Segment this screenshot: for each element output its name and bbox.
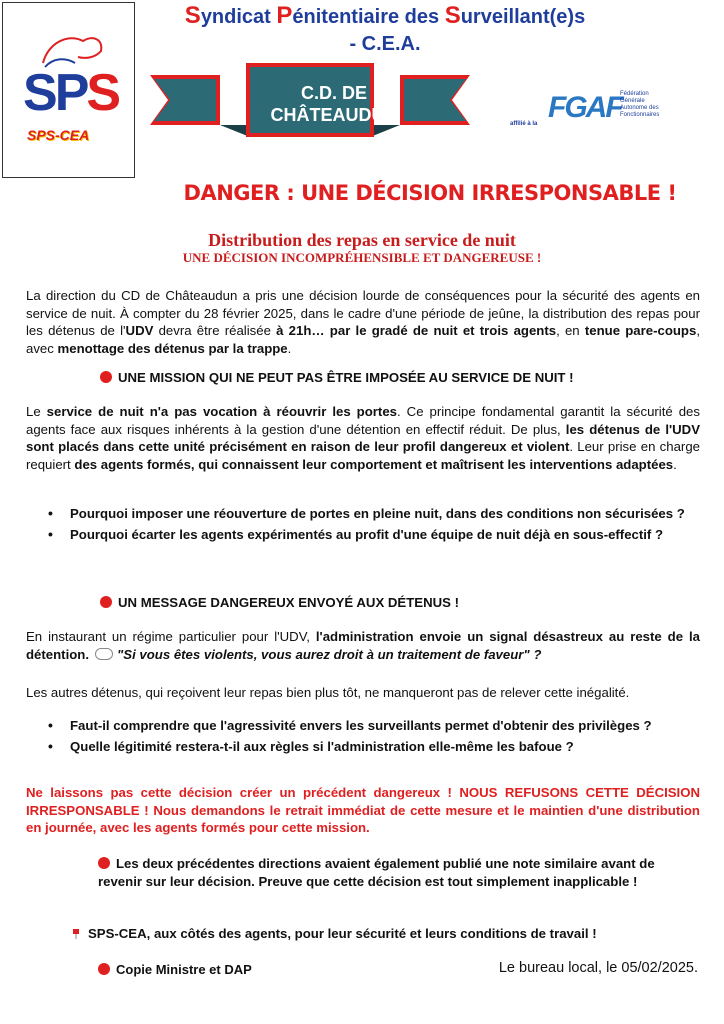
subtitle: Distribution des repas en service de nuit UNE DÉCISION INCOMPRÉHENSIBLE ET DANGEREUSE ! [182,230,542,265]
union-subtitle: - C.E.A. [349,33,421,55]
section2-bullets [26,717,700,758]
note: Les deux précédentes directions avaient également publié une note similaire avant de revenir sur leur décision. Preuve que cette décision est tout simplement inapplicable ! [98,856,655,889]
sps-logo [2,2,135,178]
banner-text: C.D. DE CHÂTEAUDUN [270,83,398,125]
list-item: • Pourquoi imposer une réouverture de portes en pleine nuit, dans des conditions non sécurisées ? [26,505,700,523]
signature: Le bureau local, le 05/02/2025. [498,960,698,976]
section1-bullets [26,505,700,546]
headline: DANGER : UNE DÉCISION IRRESPONSABLE ! [183,181,677,205]
logo-caption: SPS-CEA [27,127,90,143]
closing-line: SPS-CEA, aux côtés des agents, pour leur sécurité et leurs conditions de travail ! [72,926,597,941]
red-dot-icon [100,371,112,383]
section1-title: UNE MISSION QUI NE PEUT PAS ÊTRE IMPOSÉE AU SERVICE DE NUIT ! [100,370,574,385]
list-item: • Pourquoi écarter les agents expérimentés au profit d'une équipe de nuit déjà en sous-effectif ? [26,526,700,544]
section2-title: UN MESSAGE DANGEREUX ENVOYÉ AUX DÉTENUS ! [100,595,459,610]
list-item: • Faut-il comprendre que l'agressivité envers les surveillants permet d'obtenir des privilèges ? [26,717,700,735]
list-item: • Quelle légitimité restera-t-il aux règles si l'administration elle-même les bafoue ? [26,738,700,756]
logo-letters: SPS [23,64,119,122]
fgaf-logo: affilié à la FGAF Fédération Générale Autonome des Fonctionnaires [510,91,660,127]
union-title: Syndicat Pénitentiaire des Surveillant(e)s - C.E.A. [150,2,620,58]
pushpin-icon [72,927,80,939]
section2-paragraph: En instaurant un régime particulier pour l'UDV, l'administration envoie un signal désastreux au reste de la détention. "Si vous êtes violents, vous aurez droit à un traitement de faveur" ? [26,629,700,662]
section2-paragraph-2: Les autres détenus, qui reçoivent leur repas bien plus tôt, ne manqueront pas de relever cette inégalité. [26,685,630,700]
section1-paragraph: Le service de nuit n'a pas vocation à réouvrir les portes. Ce principe fondamental garantit la sécurité des agents face aux risques inhérents à la gestion d'une détention en effectif réduit. De plus, les détenus de l'UDV sont placés dans cette unité précisément en raison de leur profil dangereux et violent. Leur prise en charge requiert des agents formés, qui connaissent leur comportement et maîtrisent les interventions adaptées. [26,404,700,472]
red-dot-icon [98,857,110,869]
call-to-action: Ne laissons pas cette décision créer un précédent dangereux ! NOUS REFUSONS CETTE DÉCISION IRRESPONSABLE ! Nous demandons le retrait immédiat de cette mesure et le maintien d'une distribution en journée, avec les agents formés pour cette mission. [26,785,700,835]
intro-paragraph: La direction du CD de Châteaudun a pris une décision lourde de conséquences pour la sécurité des agents en service de nuit. À compter du 28 février 2025, dans le cadre d'une période de jeûne, la distribution des repas pour les détenus de l'UDV devra être réalisée à 21h… par le gradé de nuit et trois agents, en tenue pare-coups, avec menottage des détenus par la trappe. [26,288,700,356]
red-dot-icon [98,963,110,975]
copy-line: Copie Ministre et DAP [98,962,252,977]
speech-bubble-icon [95,648,113,660]
red-dot-icon [100,596,112,608]
